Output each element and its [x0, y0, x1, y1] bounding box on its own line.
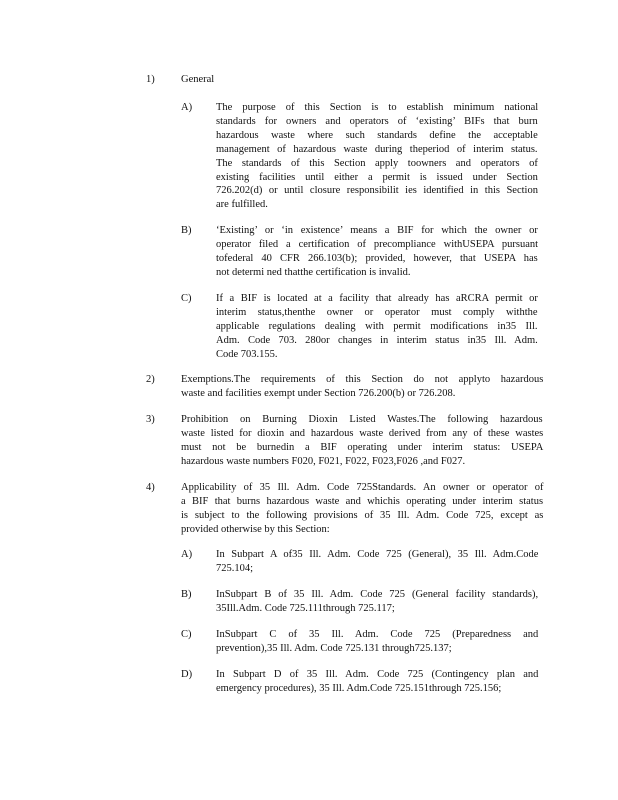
subsection-text: If a BIF is located at a facility that already has aRCRA permit or interim status,thenthe owner or operator must comply withthe applicable regulations dealing with permit modifications in35 Ill. Adm. Code 703. 280or changes in interim status in35 Ill. Adm. Code 703.155. — [216, 293, 538, 360]
subsection-text: In Subpart D of 35 Ill. Adm. Code 725 (Contingency plan and emergency procedures), 35 Ill. Adm.Code 725.151through 725.156; — [216, 669, 539, 694]
subsection-number: A) — [181, 549, 193, 560]
subsection-number: B) — [181, 225, 192, 236]
section-number: 4) — [146, 482, 155, 493]
section-text: Exemptions.The requirements of this Section do not applyto hazardous waste and facilities exempt under Section 726.200(b) or 726.208. — [181, 374, 544, 399]
subsection-number: C) — [181, 629, 192, 640]
section-number: 1) — [146, 74, 155, 85]
subsection-text: ‘Existing’ or ‘in existence’ means a BIF for which the owner or operator filed a certification of precompliance withUSEPA pursuant tofederal 40 CFR 266.103(b); provided, however, that USEPA has not determi ned thatthe certification is invalid. — [216, 225, 539, 278]
subsection-number: C) — [181, 293, 192, 304]
subsection-number: A) — [181, 102, 193, 113]
subsection-text: The purpose of this Section is to establish minimum national standards for owners and operators of ‘existing’ BIFs that burn hazardous waste where such standards define the acceptable management of hazardous waste during theperiod of interim status. The standards of this Section apply toowners and operators of existing facilities until either a permit is issued under Section 726.202(d) or until closure responsibilit ies identified in this Section are fulfilled. — [216, 102, 539, 211]
section-number: 2) — [146, 374, 155, 385]
subsection-text: In Subpart A of35 Ill. Adm. Code 725 (General), 35 Ill. Adm.Code 725.104; — [216, 549, 539, 574]
subsection-number: B) — [181, 589, 192, 600]
subsection-text: InSubpart C of 35 Ill. Adm. Code 725 (Preparedness and prevention),35 Ill. Adm. Code 725.131 through725.137; — [216, 629, 539, 654]
subsection-number: D) — [181, 669, 193, 680]
section-heading: General — [181, 74, 215, 85]
subsection-text: InSubpart B of 35 Ill. Adm. Code 725 (General facility standards), 35Ill.Adm. Code 725.111through 725.117; — [216, 589, 539, 614]
section-number: 3) — [146, 414, 155, 425]
section-text: Prohibition on Burning Dioxin Listed Wastes.The following hazardous waste listed for dioxin and hazardous waste derived from any of these wastes must not be burnedin a BIF operating under interim status: USEPA hazardous waste numbers F020, F021, F022, F023,F026 ,and F027. — [181, 414, 544, 467]
section-text: Applicability of 35 Ill. Adm. Code 725Standards. An owner or operator of a BIF that burns hazardous waste and whichis operating under interim status is subject to the following provisions of 35 Ill. Adm. Code 725, except as provided otherwise by this Section: — [181, 482, 544, 535]
